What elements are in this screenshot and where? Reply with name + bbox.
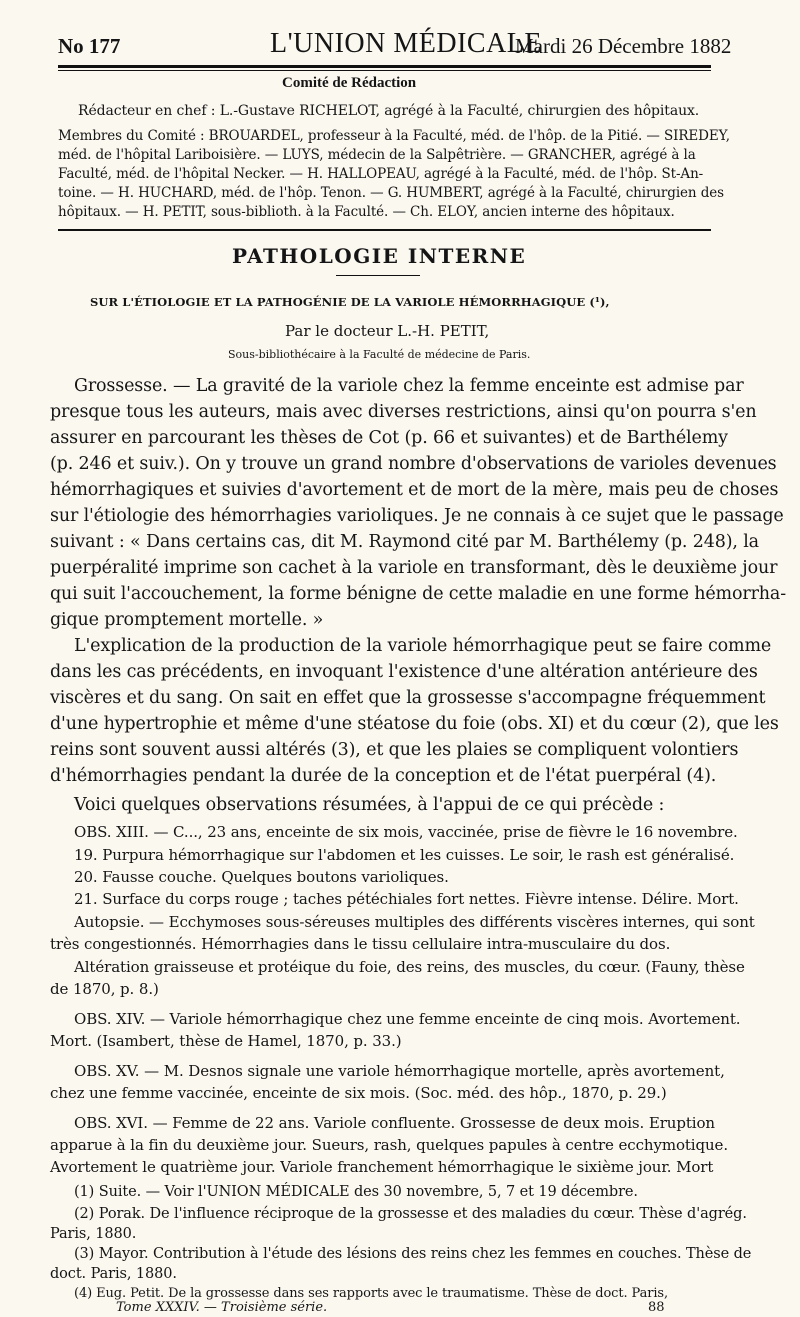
observation-line: 19. Purpura hémorrhagique sur l'abdomen et les cuisses. Le soir, le rash est généralisé. <box>74 846 735 864</box>
journal-title: L'UNION MÉDICALE <box>270 28 543 59</box>
footnote-line: (2) Porak. De l'influence réciproque de la grossesse et des maladies du cœur. Thèse d'agrég. <box>74 1206 747 1222</box>
body-line: L'explication de la production de la variole hémorrhagique peut se faire comme <box>74 636 772 656</box>
article-title: SUR L'ÉTIOLOGIE ET LA PATHOGÉNIE DE LA VARIOLE HÉMORRHAGIQUE (¹), <box>90 295 610 309</box>
observation-line: de 1870, p. 8.) <box>50 980 159 998</box>
observation-line: OBS. XIV. — Variole hémorrhagique chez une femme enceinte de cinq mois. Avortement. <box>74 1010 741 1028</box>
body-line: d'une hypertrophie et même d'une stéatose du foie (obs. XI) et du cœur (2), que les <box>50 714 779 734</box>
observation-line: OBS. XV. — M. Desnos signale une variole hémorrhagique mortelle, après avortement, <box>74 1062 725 1080</box>
body-line: qui suit l'accouchement, la forme bénigne de cette maladie en une forme hémorrha- <box>50 584 786 604</box>
observation-line: 20. Fausse couche. Quelques boutons varioliques. <box>74 868 449 886</box>
committee-line: toine. — H. HUCHARD, méd. de l'hôp. Tenon. — G. HUMBERT, agrégé à la Faculté, chirurgien des <box>58 185 724 201</box>
observation-line: OBS. XVI. — Femme de 22 ans. Variole confluente. Grossesse de deux mois. Eruption <box>74 1114 715 1132</box>
committee-title: Comité de Rédaction <box>282 75 417 91</box>
observation-line: chez une femme vaccinée, enceinte de six mois. (Soc. méd. des hôp., 1870, p. 29.) <box>50 1084 667 1102</box>
committee-line: hôpitaux. — H. PETIT, sous-biblioth. à la Faculté. — Ch. ELOY, ancien interne des hôpitaux. <box>58 204 675 220</box>
section-rule <box>336 275 420 276</box>
body-line: hémorrhagiques et suivies d'avortement et de mort de la mère, mais peu de choses <box>50 480 779 500</box>
section-title: PATHOLOGIE INTERNE <box>232 244 527 268</box>
committee-rule <box>58 229 711 231</box>
committee-line: Faculté, méd. de l'hôpital Necker. — H. HALLOPEAU, agrégé à la Faculté, méd. de l'hôp. St-An- <box>58 166 704 182</box>
committee-line: Rédacteur en chef : L.-Gustave RICHELOT, agrégé à la Faculté, chirurgien des hôpitaux. <box>78 103 700 119</box>
observation-line: Mort. (Isambert, thèse de Hamel, 1870, p. 33.) <box>50 1032 402 1050</box>
footnote-line: Paris, 1880. <box>50 1226 137 1242</box>
issue-number: No 177 <box>58 34 121 58</box>
footnote-line: (4) Eug. Petit. De la grossesse dans ses rapports avec le traumatisme. Thèse de doct. Paris, <box>74 1286 669 1301</box>
footnote-line: doct. Paris, 1880. <box>50 1266 177 1282</box>
body-line: assurer en parcourant les thèses de Cot (p. 66 et suivantes) et de Barthélemy <box>50 428 728 448</box>
body-line: puerpéralité imprime son cachet à la variole en transformant, dès le deuxième jour <box>50 558 778 578</box>
page-number: 88 <box>648 1300 665 1315</box>
header-rule <box>58 65 711 68</box>
body-line: presque tous les auteurs, mais avec diverses restrictions, ainsi qu'on pourra s'en <box>50 402 757 422</box>
body-line: reins sont souvent aussi altérés (3), et que les plaies se compliquent volontiers <box>50 740 739 760</box>
body-line: sur l'étiologie des hémorrhagies varioliques. Je ne connais à ce sujet que le passage <box>50 506 784 526</box>
body-line: gique promptement mortelle. » <box>50 610 324 630</box>
footnote-line: (1) Suite. — Voir l'UNION MÉDICALE des 30 novembre, 5, 7 et 19 décembre. <box>74 1184 638 1200</box>
body-line: d'hémorrhagies pendant la durée de la conception et de l'état puerpéral (4). <box>50 766 717 786</box>
issue-date: Mardi 26 Décembre 1882 <box>515 34 732 58</box>
observation-line: apparue à la fin du deuxième jour. Sueurs, rash, quelques papules à centre ecchymotique. <box>50 1136 729 1154</box>
body-line: suivant : « Dans certains cas, dit M. Raymond cité par M. Barthélemy (p. 248), la <box>50 532 759 552</box>
observation-line: Autopsie. — Ecchymoses sous-séreuses multiples des différents viscères internes, qui sont <box>74 913 755 931</box>
footnote-line: (3) Mayor. Contribution à l'étude des lésions des reins chez les femmes en couches. Thèse de <box>74 1246 752 1262</box>
committee-line: Membres du Comité : BROUARDEL, professeur à la Faculté, méd. de l'hôp. de la Pitié. — SIREDEY, <box>58 128 730 144</box>
body-line: Grossesse. — La gravité de la variole chez la femme enceinte est admise par <box>74 376 744 396</box>
header-rule-thin <box>58 70 711 71</box>
observation-line: 21. Surface du corps rouge ; taches pétéchiales fort nettes. Fièvre intense. Délire. Mort. <box>74 890 739 908</box>
body-line: dans les cas précédents, en invoquant l'existence d'une altération antérieure des <box>50 662 758 682</box>
observation-line: Avortement le quatrième jour. Variole franchement hémorrhagique le sixième jour. Mort <box>50 1158 714 1176</box>
observation-line: très congestionnés. Hémorrhagies dans le tissu cellulaire intra-musculaire du dos. <box>50 935 671 953</box>
observation-line: Altération graisseuse et protéique du foie, des reins, des muscles, du cœur. (Fauny, thèse <box>74 958 745 976</box>
committee-line: méd. de l'hôpital Lariboisière. — LUYS, médecin de la Salpêtrière. — GRANCHER, agrégé à la <box>58 147 696 163</box>
article-affiliation: Sous-bibliothécaire à la Faculté de médecine de Paris. <box>228 348 531 361</box>
observation-line: OBS. XIII. — C..., 23 ans, enceinte de six mois, vaccinée, prise de fièvre le 16 novembre. <box>74 823 738 841</box>
body-line: Voici quelques observations résumées, à l'appui de ce qui précède : <box>74 795 665 815</box>
volume-label: Tome XXXIV. — Troisième série. <box>116 1300 328 1315</box>
body-line: (p. 246 et suiv.). On y trouve un grand nombre d'observations de varioles devenues <box>50 454 777 474</box>
article-author: Par le docteur L.-H. PETIT, <box>285 322 490 340</box>
body-line: viscères et du sang. On sait en effet que la grossesse s'accompagne fréquemment <box>50 688 766 708</box>
